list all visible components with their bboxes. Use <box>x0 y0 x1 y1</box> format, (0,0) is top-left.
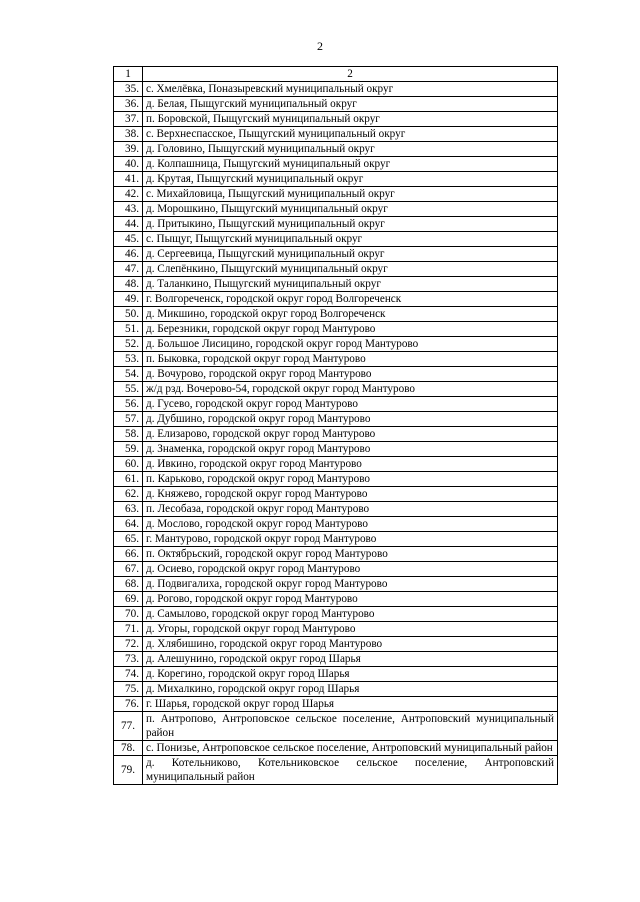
table-row <box>114 502 558 517</box>
table-row <box>114 232 558 247</box>
locality-name: г. Шарья, городской округ город Шарья <box>143 697 558 712</box>
table-row <box>114 292 558 307</box>
table-row <box>114 562 558 577</box>
table-row <box>114 367 558 382</box>
locality-name: д. Дубшино, городской округ город Мантурово <box>143 412 558 427</box>
locality-name: ж/д рзд. Вочерово-54, городской округ город Мантурово <box>143 382 558 397</box>
row-number: 35. <box>114 82 143 97</box>
row-number: 76. <box>114 697 143 712</box>
locality-name: д. Белая, Пыщугский муниципальный округ <box>143 97 558 112</box>
locality-name: д. Микшино, городской округ город Волгореченск <box>143 307 558 322</box>
row-number: 37. <box>114 112 143 127</box>
column-header-name: 2 <box>143 67 558 82</box>
locality-name: с. Хмелёвка, Поназыревский муниципальный округ <box>143 82 558 97</box>
row-number: 61. <box>114 472 143 487</box>
locality-name: п. Октябрьский, городской округ город Мантурово <box>143 547 558 562</box>
row-number: 69. <box>114 592 143 607</box>
row-number: 66. <box>114 547 143 562</box>
table-row <box>114 352 558 367</box>
locality-name: д. Вочурово, городской округ город Мантурово <box>143 367 558 382</box>
row-number: 53. <box>114 352 143 367</box>
table-row <box>114 202 558 217</box>
table-row <box>114 487 558 502</box>
table-row <box>114 472 558 487</box>
table-row <box>114 577 558 592</box>
table-row <box>114 397 558 412</box>
row-number: 42. <box>114 187 143 202</box>
locality-name: г. Волгореченск, городской округ город Волгореченск <box>143 292 558 307</box>
locality-name: д. Головино, Пыщугский муниципальный округ <box>143 142 558 157</box>
locality-name: д. Самылово, городской округ город Мантурово <box>143 607 558 622</box>
row-number: 57. <box>114 412 143 427</box>
locality-name: с. Понизье, Антроповское сельское поселение, Антроповский муниципальный район <box>143 741 558 756</box>
row-number: 47. <box>114 262 143 277</box>
locality-name: д. Подвигалиха, городской округ город Мантурово <box>143 577 558 592</box>
row-number: 68. <box>114 577 143 592</box>
table-row <box>114 142 558 157</box>
table-row <box>114 697 558 712</box>
table-row <box>114 547 558 562</box>
row-number: 38. <box>114 127 143 142</box>
row-number: 77. <box>114 712 143 741</box>
row-number: 52. <box>114 337 143 352</box>
row-number: 72. <box>114 637 143 652</box>
table-row <box>114 741 558 756</box>
locality-name: д. Елизарово, городской округ город Мантурово <box>143 427 558 442</box>
row-number: 75. <box>114 682 143 697</box>
locality-name: д. Притыкино, Пыщугский муниципальный округ <box>143 217 558 232</box>
locality-name: д. Рогово, городской округ город Мантурово <box>143 592 558 607</box>
row-number: 49. <box>114 292 143 307</box>
locality-name: д. Слепёнкино, Пыщугский муниципальный округ <box>143 262 558 277</box>
locality-name: д. Березники, городской округ город Мантурово <box>143 322 558 337</box>
row-number: 51. <box>114 322 143 337</box>
locality-name: г. Мантурово, городской округ город Мантурово <box>143 532 558 547</box>
locality-name: д. Хлябишино, городской округ город Мантурово <box>143 637 558 652</box>
column-header-number: 1 <box>114 67 143 82</box>
table-row <box>114 652 558 667</box>
table-row <box>114 607 558 622</box>
row-number: 64. <box>114 517 143 532</box>
table-row <box>114 217 558 232</box>
locality-name: д. Осиево, городской округ город Мантурово <box>143 562 558 577</box>
row-number: 63. <box>114 502 143 517</box>
table-row <box>114 157 558 172</box>
table-row <box>114 712 558 741</box>
row-number: 62. <box>114 487 143 502</box>
row-number: 56. <box>114 397 143 412</box>
locality-name: д. Мослово, городской округ город Мантурово <box>143 517 558 532</box>
row-number: 45. <box>114 232 143 247</box>
row-number: 58. <box>114 427 143 442</box>
locality-name: д. Сергеевица, Пыщугский муниципальный округ <box>143 247 558 262</box>
row-number: 39. <box>114 142 143 157</box>
locality-name: д. Знаменка, городской округ город Мантурово <box>143 442 558 457</box>
table-row <box>114 247 558 262</box>
row-number: 71. <box>114 622 143 637</box>
table-row <box>114 262 558 277</box>
table-row <box>114 637 558 652</box>
locality-name: д. Ивкино, городской округ город Мантурово <box>143 457 558 472</box>
row-number: 46. <box>114 247 143 262</box>
row-number: 43. <box>114 202 143 217</box>
row-number: 67. <box>114 562 143 577</box>
table-row <box>114 682 558 697</box>
row-number: 73. <box>114 652 143 667</box>
table-row <box>114 457 558 472</box>
table-row <box>114 517 558 532</box>
table-body <box>114 82 558 785</box>
table-row <box>114 172 558 187</box>
locality-name: д. Большое Лисицино, городской округ город Мантурово <box>143 337 558 352</box>
row-number: 78. <box>114 741 143 756</box>
locality-name: д. Угоры, городской округ город Мантурово <box>143 622 558 637</box>
row-number: 40. <box>114 157 143 172</box>
locality-name: с. Пыщуг, Пыщугский муниципальный округ <box>143 232 558 247</box>
table-row <box>114 337 558 352</box>
row-number: 70. <box>114 607 143 622</box>
row-number: 65. <box>114 532 143 547</box>
table-row <box>114 322 558 337</box>
table-row <box>114 427 558 442</box>
locality-name: д. Михалкино, городской округ город Шарья <box>143 682 558 697</box>
table-header-row <box>114 67 558 82</box>
locality-name: п. Боровской, Пыщугский муниципальный округ <box>143 112 558 127</box>
locality-name: п. Антропово, Антроповское сельское поселение, Антроповский муниципальный район <box>143 712 558 741</box>
table-row <box>114 592 558 607</box>
locality-name: п. Лесобаза, городской округ город Мантурово <box>143 502 558 517</box>
page-number: 2 <box>317 39 323 53</box>
table-row <box>114 307 558 322</box>
locality-name: п. Быковка, городской округ город Мантурово <box>143 352 558 367</box>
row-number: 59. <box>114 442 143 457</box>
locality-name: д. Крутая, Пыщугский муниципальный округ <box>143 172 558 187</box>
locality-name: д. Княжево, городской округ город Мантурово <box>143 487 558 502</box>
table-row <box>114 532 558 547</box>
locality-name: д. Котельниково, Котельниковское сельское поселение, Антроповский муниципальный район <box>143 756 558 785</box>
row-number: 41. <box>114 172 143 187</box>
locality-name: д. Морошкино, Пыщугский муниципальный округ <box>143 202 558 217</box>
row-number: 79. <box>114 756 143 785</box>
row-number: 36. <box>114 97 143 112</box>
locality-name: с. Михайловица, Пыщугский муниципальный округ <box>143 187 558 202</box>
table-row <box>114 187 558 202</box>
table-row <box>114 412 558 427</box>
row-number: 50. <box>114 307 143 322</box>
table-row <box>114 112 558 127</box>
row-number: 54. <box>114 367 143 382</box>
table-row <box>114 97 558 112</box>
locality-name: с. Верхнеспасское, Пыщугский муниципальный округ <box>143 127 558 142</box>
locality-name: д. Гусево, городской округ город Мантурово <box>143 397 558 412</box>
table-row <box>114 127 558 142</box>
table-row <box>114 82 558 97</box>
locality-name: д. Таланкино, Пыщугский муниципальный округ <box>143 277 558 292</box>
table-row <box>114 277 558 292</box>
row-number: 60. <box>114 457 143 472</box>
row-number: 55. <box>114 382 143 397</box>
locality-name: д. Колпашница, Пыщугский муниципальный округ <box>143 157 558 172</box>
row-number: 48. <box>114 277 143 292</box>
table-row <box>114 442 558 457</box>
localities-table <box>113 66 558 785</box>
table-row <box>114 382 558 397</box>
table-row <box>114 667 558 682</box>
table-row <box>114 756 558 785</box>
row-number: 74. <box>114 667 143 682</box>
locality-name: д. Алешунино, городской округ город Шарья <box>143 652 558 667</box>
row-number: 44. <box>114 217 143 232</box>
locality-name: п. Карьково, городской округ город Мантурово <box>143 472 558 487</box>
table-row <box>114 622 558 637</box>
locality-name: д. Корегино, городской округ город Шарья <box>143 667 558 682</box>
